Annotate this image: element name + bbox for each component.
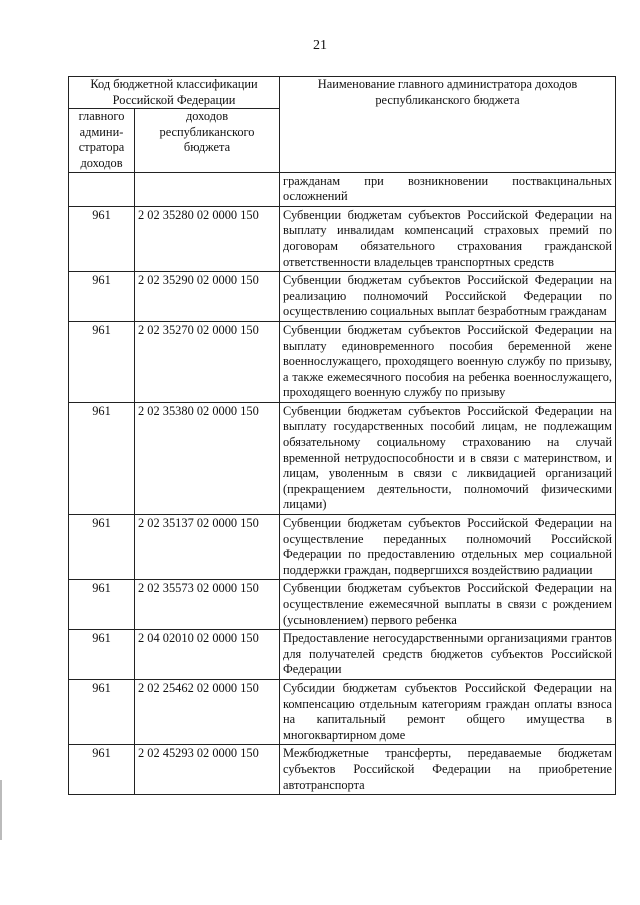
- table-row: [69, 515, 616, 580]
- revenue-name-cell: Предоставление негосударственными организациями грантов для получателей средств бюджетов субъектов Российской Федерации: [280, 630, 616, 680]
- page-number: 21: [313, 38, 327, 53]
- header-main-administrator: главного админи-стратора доходов: [69, 109, 135, 172]
- admin-code-cell: 961: [69, 272, 135, 322]
- revenue-code-cell: 2 02 35290 02 0000 150: [135, 272, 280, 322]
- revenue-code-cell: 2 02 25462 02 0000 150: [135, 679, 280, 744]
- revenue-name-cell: Субвенции бюджетам субъектов Российской Федерации на выплату государственных пособий лицам, не подлежащим обязательному социальному страхованию на случай временной нетрудоспособности и в связи с материнством, и лицам, уволенным в связи с ликвидацией организаций (прекращением деятельности, полномочий физическими лицами): [280, 402, 616, 514]
- revenue-code-cell: 2 02 35280 02 0000 150: [135, 206, 280, 271]
- table-row: [69, 172, 616, 206]
- admin-code-cell: [69, 172, 135, 206]
- table-row: [69, 745, 616, 795]
- revenue-name-cell: Субвенции бюджетам субъектов Российской Федерации на осуществление ежемесячной выплаты в связи с рождением (усыновлением) первого ребенка: [280, 580, 616, 630]
- revenue-name-cell: гражданам при возникновении поствакцинальных осложнений: [280, 172, 616, 206]
- revenue-code-cell: [135, 172, 280, 206]
- table-row: [69, 402, 616, 514]
- header-administrator-name: Наименование главного администратора доходов республиканского бюджета: [280, 77, 616, 173]
- revenue-code-cell: 2 02 35380 02 0000 150: [135, 402, 280, 514]
- revenue-name-cell: Субвенции бюджетам субъектов Российской Федерации на выплату единовременного пособия беременной жене военнослужащего, проходящего военную службу по призыву, а также ежемесячного пособия на ребенка военнослужащего, проходящего военную службу по призыву: [280, 321, 616, 402]
- revenue-code-cell: 2 04 02010 02 0000 150: [135, 630, 280, 680]
- revenue-code-cell: 2 02 35137 02 0000 150: [135, 515, 280, 580]
- header-classification-code: Код бюджетной классификации Российской Федерации: [69, 77, 280, 109]
- table-row: [69, 272, 616, 322]
- admin-code-cell: 961: [69, 580, 135, 630]
- revenue-name-cell: Субсидии бюджетам субъектов Российской Федерации на компенсацию отдельным категориям граждан оплаты взноса на капитальный ремонт общего имущества в многоквартирном доме: [280, 679, 616, 744]
- revenue-name-cell: Субвенции бюджетам субъектов Российской Федерации на реализацию полномочий Российской Федерации по осуществлению социальных выплат безработным гражданам: [280, 272, 616, 322]
- admin-code-cell: 961: [69, 206, 135, 271]
- budget-classification-table: [68, 76, 616, 795]
- table-row: [69, 580, 616, 630]
- header-revenue-code: доходов республиканского бюджета: [135, 109, 280, 172]
- revenue-code-cell: 2 02 45293 02 0000 150: [135, 745, 280, 795]
- table-row: [69, 206, 616, 271]
- revenue-name-cell: Субвенции бюджетам субъектов Российской Федерации на выплату инвалидам компенсаций страховых премий по договорам обязательного страхования гражданской ответственности владельцев транспортных средств: [280, 206, 616, 271]
- admin-code-cell: 961: [69, 630, 135, 680]
- admin-code-cell: 961: [69, 745, 135, 795]
- admin-code-cell: 961: [69, 515, 135, 580]
- scan-edge-mark: [0, 780, 2, 840]
- admin-code-cell: 961: [69, 402, 135, 514]
- revenue-name-cell: Субвенции бюджетам субъектов Российской Федерации на осуществление переданных полномочий Российской Федерации по предоставлению отдельных мер социальной поддержки граждан, подвергшихся воздействию радиации: [280, 515, 616, 580]
- admin-code-cell: 961: [69, 679, 135, 744]
- table-row: [69, 630, 616, 680]
- revenue-name-cell: Межбюджетные трансферты, передаваемые бюджетам субъектов Российской Федерации на приобретение автотранспорта: [280, 745, 616, 795]
- revenue-code-cell: 2 02 35270 02 0000 150: [135, 321, 280, 402]
- revenue-code-cell: 2 02 35573 02 0000 150: [135, 580, 280, 630]
- table-header-row: [69, 77, 616, 109]
- admin-code-cell: 961: [69, 321, 135, 402]
- table-row: [69, 679, 616, 744]
- table-row: [69, 321, 616, 402]
